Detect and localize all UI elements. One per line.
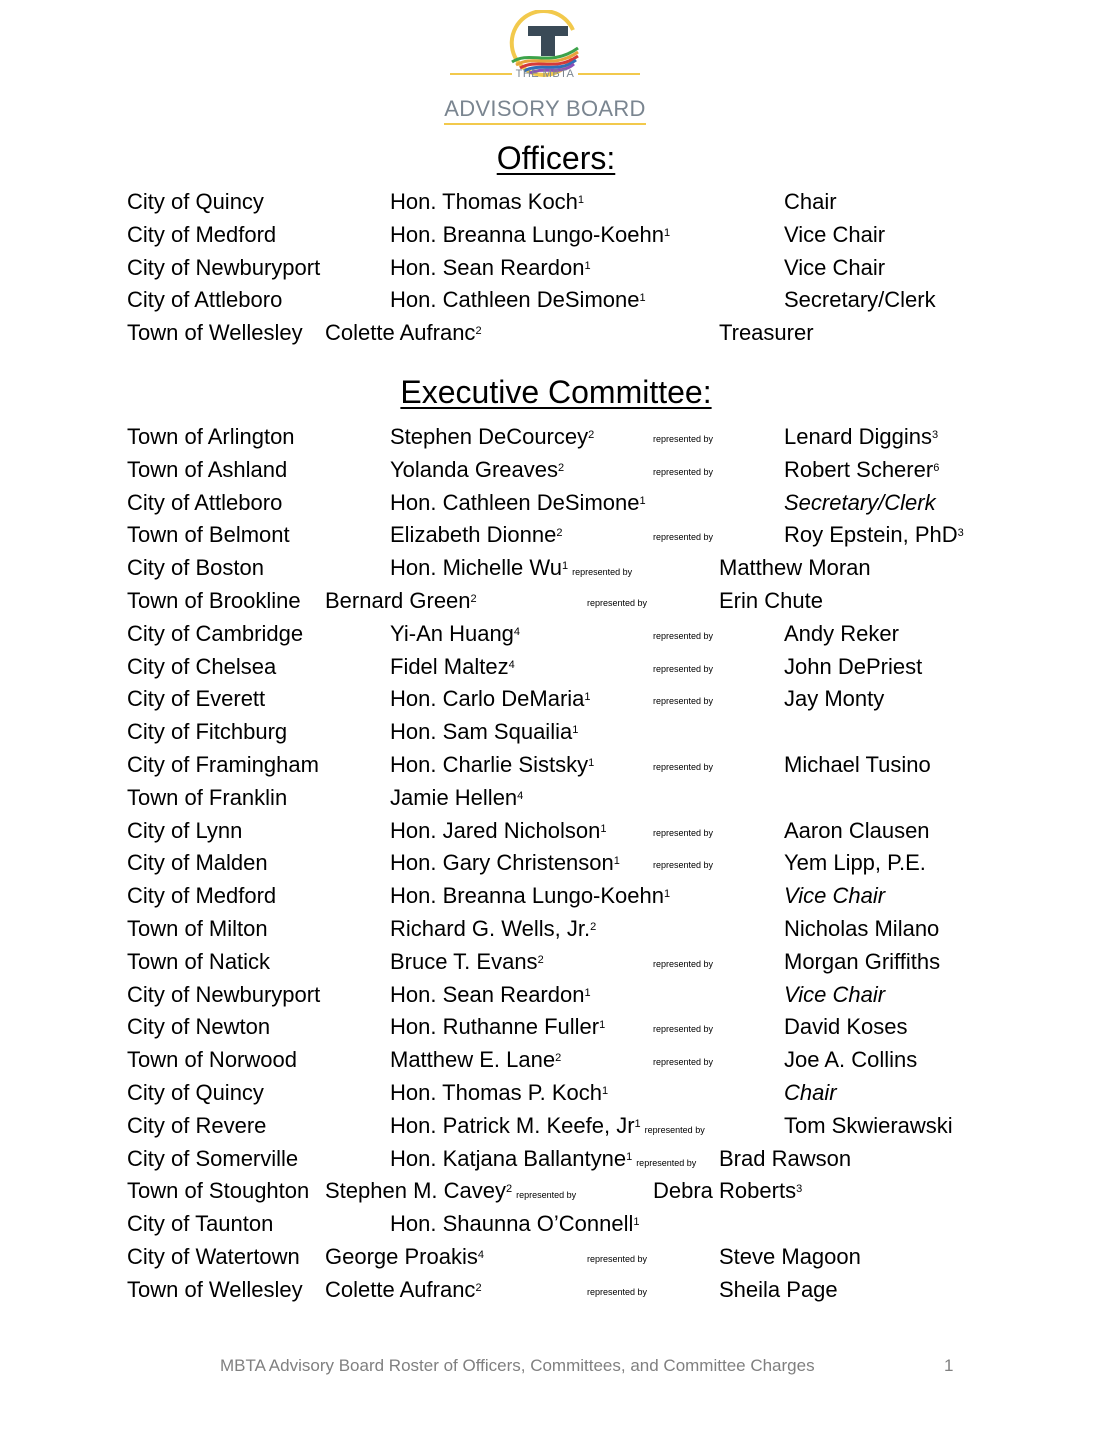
officer-role: Chair <box>784 189 837 214</box>
delegate-text: Lenard Diggins <box>784 424 932 449</box>
footnote-marker: 1 <box>613 855 620 867</box>
officer-title <box>784 980 885 1010</box>
represented-by-label: represented by <box>653 467 714 477</box>
member-name <box>390 652 515 682</box>
delegate-text: Vice Chair <box>784 883 886 908</box>
delegate-name <box>784 816 930 846</box>
member-name-text: Hon. Jared Nicholson <box>390 818 601 843</box>
delegate-text: Morgan Griffiths <box>784 949 941 974</box>
footnote-marker: 1 <box>639 495 646 507</box>
member-name <box>390 1144 696 1178</box>
member-name-text: Bruce T. Evans <box>390 949 538 974</box>
municipality: City of Fitchburg <box>127 719 288 744</box>
officer-name-text: Colette Aufranc <box>325 320 476 345</box>
footnote-marker: 1 <box>572 724 579 736</box>
member-name <box>390 848 620 878</box>
delegate-text: John DePriest <box>784 654 923 679</box>
municipality: City of Medford <box>127 222 277 247</box>
member-name <box>390 422 594 452</box>
delegate-text: Sheila Page <box>719 1277 838 1302</box>
logo-rule-left <box>450 73 512 75</box>
executive-row <box>0 586 1112 616</box>
member-name <box>390 553 632 587</box>
member-name-text: Stephen M. Cavey <box>325 1178 506 1203</box>
logo-tagline <box>440 68 650 80</box>
represented-by-label: represented by <box>653 1024 714 1034</box>
municipality: City of Newburyport <box>127 982 321 1007</box>
officer-name-text: Hon. Cathleen DeSimone <box>390 287 640 312</box>
delegate-name <box>784 750 931 780</box>
member-name-text: Hon. Thomas P. Koch <box>390 1080 602 1105</box>
delegate-text: Erin Chute <box>719 588 823 613</box>
delegate-text: Jay Monty <box>784 686 885 711</box>
officer-name <box>390 187 584 217</box>
executive-row <box>0 1176 1112 1206</box>
delegate-name <box>784 455 939 485</box>
represented-by-label: represented by <box>653 828 714 838</box>
officers-heading: Officers: <box>496 140 616 176</box>
footnote-marker: 1 <box>664 888 671 900</box>
officer-row <box>0 253 1112 283</box>
officer-name-text: Hon. Breanna Lungo-Koehn <box>390 222 664 247</box>
officer-role: Vice Chair <box>784 222 886 247</box>
member-name <box>390 1078 608 1108</box>
municipality: City of Boston <box>127 555 264 580</box>
executive-row <box>0 422 1112 452</box>
member-name <box>390 488 646 518</box>
municipality: City of Quincy <box>127 189 264 214</box>
executive-row <box>0 520 1112 550</box>
officer-title <box>784 881 885 911</box>
member-name-text: Matthew E. Lane <box>390 1047 556 1072</box>
member-name <box>390 520 562 550</box>
member-name-text: George Proakis <box>325 1244 478 1269</box>
delegate-text: Matthew Moran <box>719 555 871 580</box>
footnote-marker: 2 <box>470 593 477 605</box>
member-name <box>325 586 477 616</box>
executive-row <box>0 1209 1112 1239</box>
executive-row <box>0 848 1112 878</box>
municipality: Town of Belmont <box>127 522 290 547</box>
footnote-marker: 1 <box>601 1085 609 1097</box>
officer-name-text: Hon. Thomas Koch <box>390 189 578 214</box>
footnote-marker: 1 <box>577 194 585 206</box>
officer-row <box>0 318 1112 348</box>
executive-row <box>0 980 1112 1010</box>
footnote-marker: 1 <box>584 260 591 272</box>
logo-rule-right <box>578 73 640 75</box>
footnote-marker: 1 <box>639 292 646 304</box>
municipality: City of Quincy <box>127 1080 264 1105</box>
member-name-text: Yolanda Greaves <box>390 457 558 482</box>
municipality: City of Everett <box>127 686 266 711</box>
municipality: City of Revere <box>127 1113 267 1138</box>
footnote-marker: 2 <box>557 462 565 474</box>
represented-by-label: represented by <box>653 696 714 706</box>
delegate-text: Steve Magoon <box>719 1244 861 1269</box>
member-name <box>390 783 523 813</box>
member-name <box>390 750 594 780</box>
delegate-name <box>653 1176 802 1206</box>
member-name-text: Jamie Hellen <box>390 785 518 810</box>
officer-name <box>325 318 482 348</box>
member-name-text: Hon. Shaunna O’Connell <box>390 1211 634 1236</box>
member-name-text: Hon. Michelle Wu <box>390 555 562 580</box>
delegate-name <box>784 1111 953 1141</box>
member-name <box>325 1242 484 1272</box>
municipality: Town of Franklin <box>127 785 288 810</box>
delegate-text: Joe A. Collins <box>784 1047 918 1072</box>
executive-row <box>0 553 1112 583</box>
municipality: City of Medford <box>127 883 277 908</box>
member-name-text: Hon. Charlie Sistsky <box>390 752 589 777</box>
delegate-text: Secretary/Clerk <box>784 490 936 515</box>
represented-by-label: represented by <box>653 959 714 969</box>
municipality: Town of Milton <box>127 916 268 941</box>
member-name-text: Hon. Sam Squailia <box>390 719 573 744</box>
officer-name <box>390 253 591 283</box>
footnote-marker: 4 <box>508 659 515 671</box>
delegate-name <box>784 947 940 977</box>
member-name-text: Stephen DeCourcey <box>390 424 589 449</box>
member-name-text: Hon. Katjana Ballantyne <box>390 1146 627 1171</box>
member-name-text: Hon. Gary Christenson <box>390 850 614 875</box>
municipality: City of Lynn <box>127 818 243 843</box>
delegate-text: Yem Lipp, P.E. <box>784 850 926 875</box>
member-name <box>390 455 564 485</box>
officer-title <box>784 1078 837 1108</box>
represented-by-label: represented by <box>653 762 714 772</box>
delegate-name <box>784 1045 917 1075</box>
member-name <box>390 881 670 911</box>
footnote-marker: 1 <box>599 1019 606 1031</box>
delegate-text: Tom Skwierawski <box>784 1113 953 1138</box>
footnote-marker: 1 <box>588 757 595 769</box>
executive-row <box>0 652 1112 682</box>
executive-row <box>0 1111 1112 1141</box>
footnote-marker: 6 <box>933 462 940 474</box>
executive-row <box>0 717 1112 747</box>
executive-row <box>0 455 1112 485</box>
officer-row <box>0 187 1112 217</box>
represented-by-label: represented by <box>636 1158 697 1168</box>
municipality: City of Newburyport <box>127 255 321 280</box>
footnote-marker: 1 <box>584 987 591 999</box>
page-number: 1 <box>944 1356 954 1375</box>
municipality: City of Chelsea <box>127 654 277 679</box>
member-name <box>390 684 591 714</box>
executive-row <box>0 1242 1112 1272</box>
delegate-text: Robert Scherer <box>784 457 934 482</box>
delegate-text: Vice Chair <box>784 982 886 1007</box>
footnote-marker: 2 <box>555 1052 562 1064</box>
represented-by-label: represented by <box>587 1287 648 1297</box>
municipality: City of Cambridge <box>127 621 304 646</box>
member-name-text: Elizabeth Dionne <box>390 522 557 547</box>
represented-by-label: represented by <box>653 860 714 870</box>
member-name <box>390 980 591 1010</box>
member-name <box>390 947 544 977</box>
logo-wordmark: ADVISORY BOARD <box>444 96 646 121</box>
executive-row <box>0 1144 1112 1174</box>
member-name-text: Fidel Maltez <box>390 654 509 679</box>
member-name <box>390 1012 605 1042</box>
represented-by-label: represented by <box>653 1057 714 1067</box>
member-name-text: Hon. Ruthanne Fuller <box>390 1014 600 1039</box>
officer-name-text: Hon. Sean Reardon <box>390 255 585 280</box>
footnote-marker: 2 <box>505 1183 513 1195</box>
member-name <box>390 816 606 846</box>
municipality: City of Watertown <box>127 1244 300 1269</box>
delegate-text: Michael Tusino <box>784 752 931 777</box>
footnote-marker: 1 <box>634 1118 641 1130</box>
member-name-text: Bernard Green <box>325 588 471 613</box>
footnote-marker: 3 <box>931 429 939 441</box>
mbta-advisory-board-logo <box>440 10 650 130</box>
footnote-marker: 1 <box>562 560 569 572</box>
officer-role: Secretary/Clerk <box>784 287 936 312</box>
footnote-marker: 2 <box>475 325 482 337</box>
delegate-name <box>784 684 884 714</box>
municipality: City of Somerville <box>127 1146 299 1171</box>
municipality: Town of Wellesley <box>127 1277 303 1302</box>
delegate-name <box>784 914 939 944</box>
delegate-name <box>719 553 871 583</box>
executive-row <box>0 783 1112 813</box>
footer-title: MBTA Advisory Board Roster of Officers, Committees, and Committee Charges <box>220 1356 815 1375</box>
represented-by-label: represented by <box>653 631 714 641</box>
delegate-text: Roy Epstein, PhD <box>784 522 958 547</box>
member-name-text: Richard G. Wells, Jr. <box>390 916 591 941</box>
member-name <box>390 1111 705 1145</box>
municipality: Town of Ashland <box>127 457 288 482</box>
represented-by-label: represented by <box>587 1254 648 1264</box>
executive-row <box>0 947 1112 977</box>
member-name-text: Hon. Breanna Lungo-Koehn <box>390 883 664 908</box>
footnote-marker: 2 <box>537 954 544 966</box>
executive-committee-heading: Executive Committee: <box>400 374 712 410</box>
represented-by-label: represented by <box>587 598 648 608</box>
executive-row <box>0 914 1112 944</box>
footnote-marker: 4 <box>513 626 521 638</box>
municipality: Town of Wellesley <box>127 320 303 345</box>
officer-role: Treasurer <box>719 320 814 345</box>
delegate-name <box>784 1012 908 1042</box>
delegate-text: Debra Roberts <box>653 1178 797 1203</box>
municipality: Town of Arlington <box>127 424 295 449</box>
delegate-name <box>784 619 899 649</box>
delegate-name <box>784 848 926 878</box>
footnote-marker: 1 <box>664 227 671 239</box>
footnote-marker: 2 <box>590 921 597 933</box>
member-name <box>390 717 578 747</box>
footnote-marker: 2 <box>588 429 595 441</box>
municipality: City of Malden <box>127 850 268 875</box>
member-name-text: Colette Aufranc <box>325 1277 476 1302</box>
officer-title <box>784 488 936 518</box>
delegate-name <box>784 422 938 452</box>
municipality: Town of Natick <box>127 949 271 974</box>
footnote-marker: 4 <box>517 790 524 802</box>
delegate-name <box>719 1275 838 1305</box>
executive-row <box>0 684 1112 714</box>
delegate-text: Chair <box>784 1080 837 1105</box>
executive-row <box>0 1078 1112 1108</box>
footnote-marker: 3 <box>796 1183 803 1195</box>
officer-role: Vice Chair <box>784 255 886 280</box>
delegate-text: Andy Reker <box>784 621 899 646</box>
executive-row <box>0 1045 1112 1075</box>
municipality: City of Framingham <box>127 752 319 777</box>
represented-by-label: represented by <box>572 567 633 577</box>
executive-row <box>0 488 1112 518</box>
footnote-marker: 2 <box>475 1282 482 1294</box>
footnote-marker: 1 <box>626 1151 633 1163</box>
delegate-text: David Koses <box>784 1014 908 1039</box>
logo-underline <box>444 123 646 125</box>
member-name <box>390 1209 640 1239</box>
officer-row <box>0 285 1112 315</box>
delegate-text: Brad Rawson <box>719 1146 852 1171</box>
member-name-text: Hon. Patrick M. Keefe, Jr <box>390 1113 635 1138</box>
delegate-name <box>719 1144 851 1174</box>
member-name-text: Hon. Carlo DeMaria <box>390 686 585 711</box>
logo-tagline-text: THE MBTA <box>515 68 575 80</box>
delegate-text: Nicholas Milano <box>784 916 940 941</box>
member-name <box>325 1176 576 1210</box>
represented-by-label: represented by <box>653 532 714 542</box>
delegate-name <box>719 586 823 616</box>
delegate-name <box>784 652 922 682</box>
member-name <box>325 1275 482 1305</box>
municipality: City of Attleboro <box>127 490 283 515</box>
represented-by-label: represented by <box>653 434 714 444</box>
delegate-name <box>719 1242 861 1272</box>
executive-row <box>0 1275 1112 1305</box>
municipality: City of Attleboro <box>127 287 283 312</box>
member-name-text: Hon. Sean Reardon <box>390 982 585 1007</box>
officer-name <box>390 285 646 315</box>
represented-by-label: represented by <box>653 664 714 674</box>
represented-by-label: represented by <box>516 1190 577 1200</box>
municipality: City of Newton <box>127 1014 271 1039</box>
executive-row <box>0 816 1112 846</box>
member-name-text: Hon. Cathleen DeSimone <box>390 490 640 515</box>
municipality: City of Taunton <box>127 1211 274 1236</box>
delegate-text: Aaron Clausen <box>784 818 930 843</box>
municipality: Town of Norwood <box>127 1047 297 1072</box>
officer-name <box>390 220 670 250</box>
executive-row <box>0 750 1112 780</box>
delegate-name <box>784 520 964 550</box>
footnote-marker: 1 <box>600 823 607 835</box>
member-name <box>390 619 520 649</box>
footnote-marker: 1 <box>584 691 591 703</box>
member-name <box>390 1045 561 1075</box>
footnote-marker: 4 <box>477 1249 484 1261</box>
footnote-marker: 1 <box>633 1216 640 1228</box>
municipality: Town of Brookline <box>127 588 301 613</box>
executive-row <box>0 1012 1112 1042</box>
member-name-text: Yi-An Huang <box>390 621 514 646</box>
represented-by-label: represented by <box>644 1125 705 1135</box>
executive-row <box>0 881 1112 911</box>
member-name <box>390 914 596 944</box>
officer-row <box>0 220 1112 250</box>
municipality: Town of Stoughton <box>127 1178 310 1203</box>
executive-row <box>0 619 1112 649</box>
footnote-marker: 3 <box>957 527 964 539</box>
footnote-marker: 2 <box>556 527 563 539</box>
